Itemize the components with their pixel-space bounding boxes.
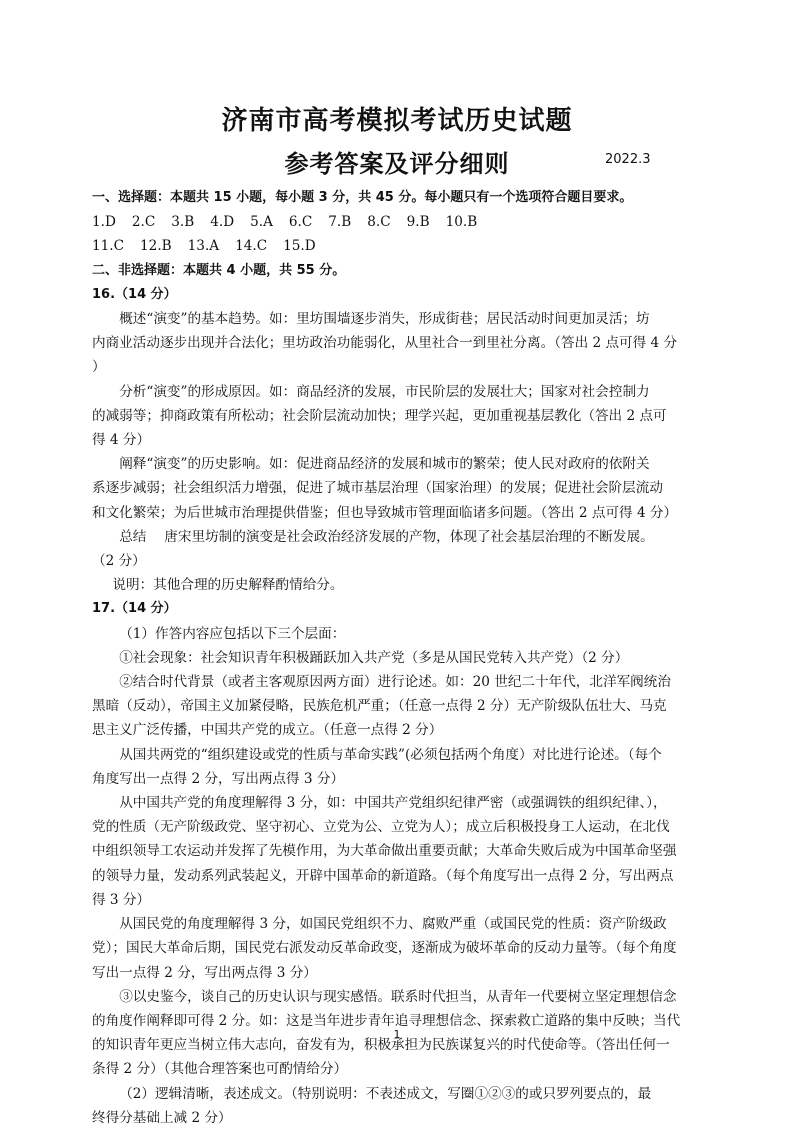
choice-answer: 2.C	[131, 214, 156, 231]
choice-answer: 10.B	[445, 214, 478, 231]
paragraph-line: 党）；国民大革命后期，国民党右派发动反革命政变，逐渐成为破坏革命的反动力量等。（每个角度	[92, 940, 677, 957]
choice-answer: 7.B	[328, 214, 352, 231]
choice-answer: 5.A	[250, 214, 273, 231]
paragraph-line: 从中国共产党的角度理解得 3 分，如：中国共产党组织纪律严密（或强调铁的组织纪律、），	[119, 795, 667, 812]
paragraph-line: 分析“演变”的形成原因。如：商品经济的发展，市民阶层的发展壮大；国家对社会控制力	[119, 383, 650, 400]
paragraph-line: ③以史鉴今，谈自己的历史认识与现实感悟。联系时代担当，从青年一代要树立坚定理想信念	[119, 988, 677, 1005]
choice-answer: 13.A	[187, 238, 220, 255]
choice-answer: 1.D	[92, 214, 116, 231]
paragraph-line: 党的性质（无产阶级政党、坚守初心、立党为公、立党为人）；成立后积极投身工人运动，在北伐	[92, 819, 670, 836]
section-heading-nonchoice: 二、非选择题：本题共 4 小题，共 55 分。	[92, 262, 346, 278]
choice-answer: 6.C	[288, 214, 313, 231]
section-heading-choice: 一、选择题：本题共 15 小题，每小题 3 分，共 45 分。每小题只有一个选项符合题目要求。	[92, 190, 633, 205]
page-subtitle: 参考答案及评分细则	[284, 150, 510, 178]
exam-date: 2022.3	[605, 152, 651, 167]
paragraph-line: 说明：其他合理的历史解释酌情给分。	[112, 577, 344, 594]
paragraph-line: 阐释“演变”的历史影响。如：促进商品经济的发展和城市的繁荣；使人民对政府的依附关	[119, 456, 650, 473]
paragraph-line: 得 4 分）	[92, 432, 151, 449]
choice-answer: 11.C	[92, 238, 125, 255]
paragraph-line: （2）逻辑清晰，表述成文。（特别说明：不表述成文，写圈①②③的或只罗列要点的，最	[119, 1085, 652, 1102]
choice-answers-row-1	[92, 210, 712, 234]
paragraph-line: 角度写出一点得 2 分，写出两点得 3 分）	[92, 770, 345, 787]
paragraph-line: 系逐步减弱；社会组织活力增强，促进了城市基层治理（国家治理）的发展；促进社会阶层流动	[92, 480, 663, 497]
paragraph-line: 内商业活动逐步出现并合法化；里坊政治功能弱化，从里社合一到里社分离。（答出 2 点可得 4 分	[92, 335, 678, 352]
paragraph-line: 的领导力量，发动系列武装起义，开辟中国革命的新道路。（每个角度写出一点得 2 分，写出两点	[92, 867, 674, 884]
paragraph-line: 总结 唐宋里坊制的演变是社会政治经济发展的产物，体现了社会基层治理的不断发展。	[119, 528, 654, 545]
choice-answer: 3.B	[171, 214, 195, 231]
choice-answer: 9.B	[406, 214, 430, 231]
paragraph-line: （2 分）	[92, 553, 146, 570]
question-heading-17: 17.（14 分）	[92, 601, 177, 617]
choice-answer: 12.B	[140, 238, 172, 255]
paragraph-line: ①社会现象：社会知识青年积极踊跃加入共产党（多是从国民党转入共产党）（2 分）	[119, 649, 629, 666]
paragraph-line: 从国共两党的“组织建设或党的性质与革命实践”(必须包括两个角度）对比进行论述。（每个	[119, 746, 662, 763]
paragraph-line: ）	[92, 359, 106, 376]
paragraph-line: 概述“演变”的基本趋势。如：里坊围墙逐步消失，形成街巷；居民活动时间更加灵活；坊	[119, 311, 650, 328]
paragraph-line: 条得 2 分）（其他合理答案也可酌情给分）	[92, 1061, 348, 1078]
choice-answer: 8.C	[367, 214, 391, 231]
paragraph-line: 的知识青年更应当树立伟大志向，奋发有为，积极承担为民族谋复兴的时代使命等。（答出任何一	[92, 1037, 670, 1054]
paragraph-line: ②结合时代背景（或者主客观原因两方面）进行论述。如：20 世纪二十年代，北洋军阀统治	[119, 674, 671, 691]
page-title: 济南市高考模拟考试历史试题	[221, 106, 573, 136]
paragraph-line: （1）作答内容应包括以下三个层面：	[119, 625, 346, 642]
answer-content	[92, 186, 712, 1130]
choice-answers-row-2	[92, 234, 712, 258]
paragraph-line: 从国民党的角度理解得 3 分，如国民党组织不力、腐败严重（或国民党的性质：资产阶级政	[119, 916, 667, 933]
paragraph-line: 思主义广泛传播，中国共产党的成立。（任意一点得 2 分）	[92, 722, 443, 739]
paragraph-line: 中组织领导工农运动并发挥了先模作用，为大革命做出重要贡献；大革命失败后成为中国革命坚强	[92, 843, 677, 860]
paragraph-line: 黑暗（反动），帝国主义加紧侵略，民族危机严重；（任意一点得 2 分）无产阶级队伍壮大、马克	[92, 698, 667, 715]
question-heading-16: 16.（14 分）	[92, 286, 177, 302]
choice-answer: 4.D	[210, 214, 235, 231]
choice-answer: 14.C	[235, 238, 268, 255]
paragraph-line: 终得分基础上减 2 分）	[92, 1109, 232, 1126]
paragraph-line: 和文化繁荣；为后世城市治理提供借鉴；但也导致城市管理面临诸多问题。（答出 2 点可得 4 分）	[92, 504, 678, 521]
paragraph-line: 的减弱等；抑商政策有所松动；社会阶层流动加快；理学兴起，更加重视基层教化（答出 2 点可	[92, 407, 667, 424]
paragraph-line: 的角度作阐释即可得 2 分。如：这是当年进步青年追寻理想信念、探索救亡道路的集中反映；当代	[92, 1012, 681, 1029]
paragraph-line: 得 3 分）	[92, 891, 151, 908]
page-number: 1	[393, 1028, 401, 1041]
paragraph-line: 写出一点得 2 分，写出两点得 3 分）	[92, 964, 317, 981]
choice-answer: 15.D	[283, 238, 316, 255]
